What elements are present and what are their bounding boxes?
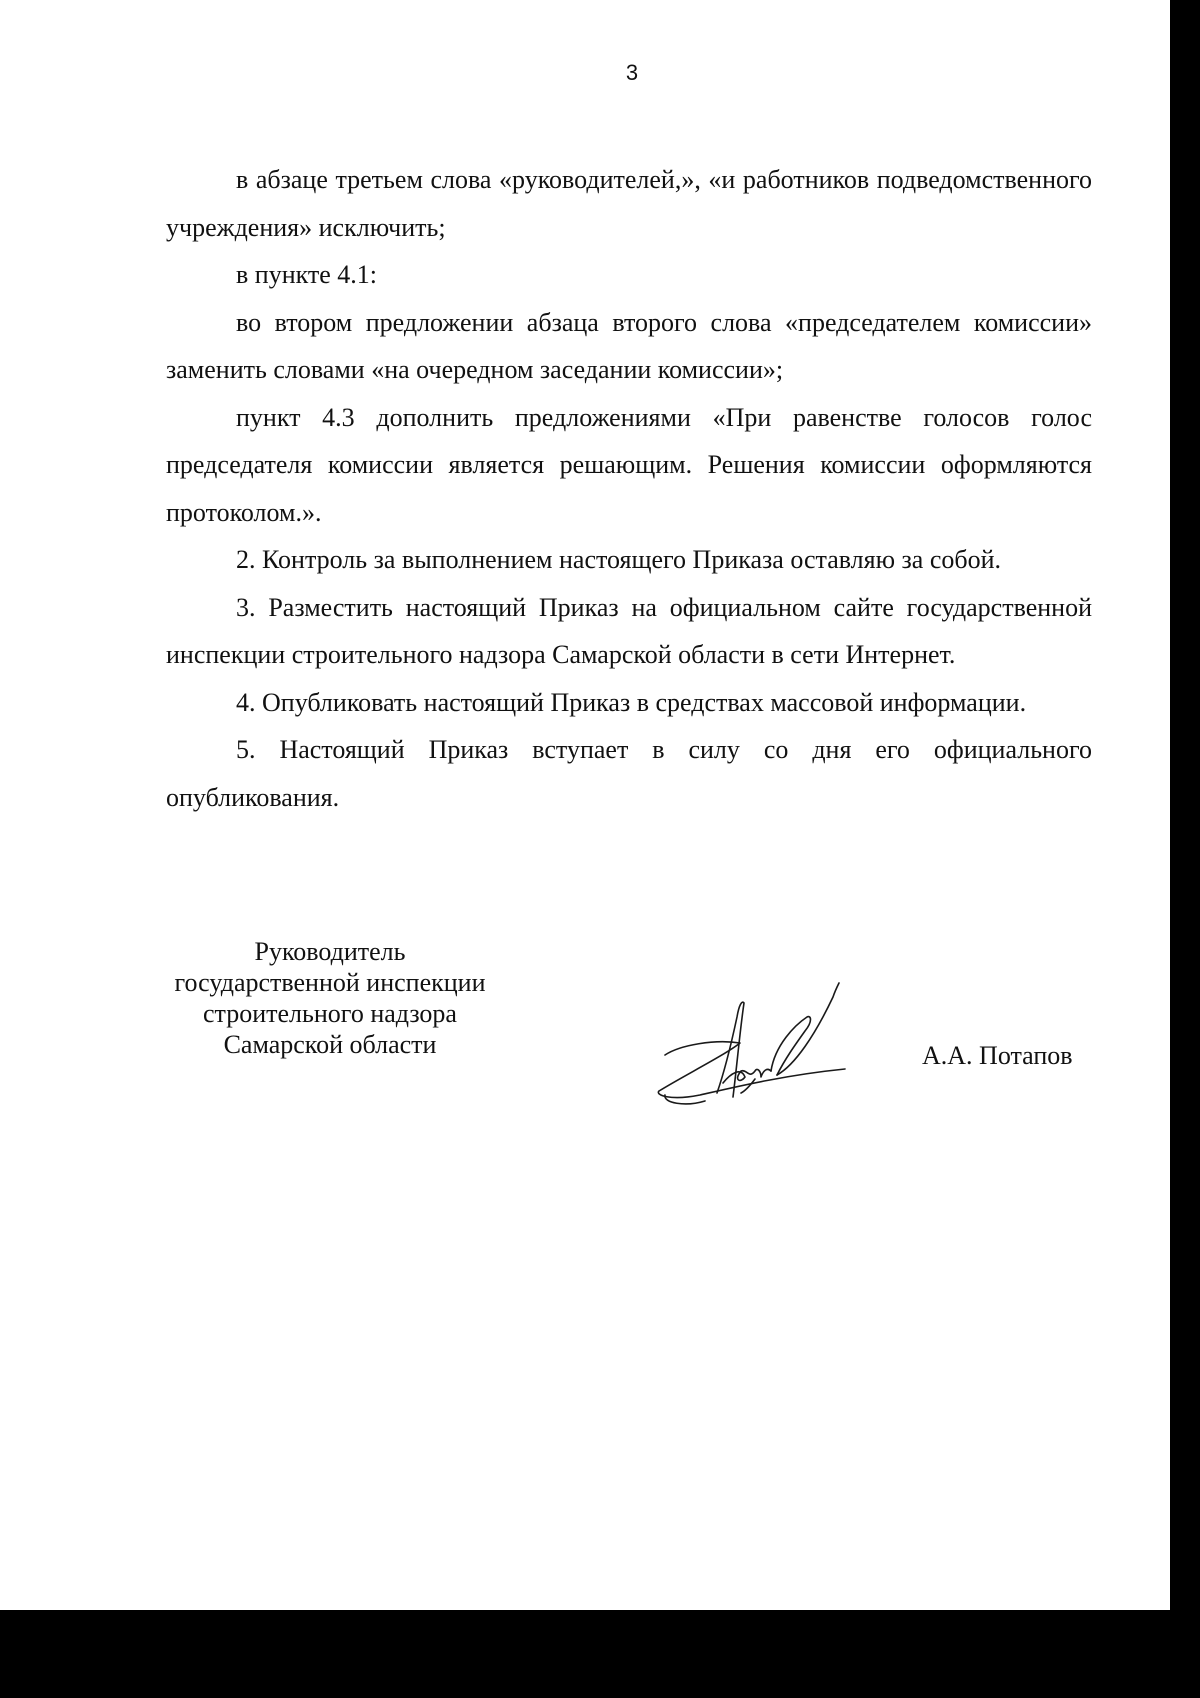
paragraph-vtoroe-predlozhenie: во втором предложении абзаца второго слова «председателем комиссии» заменить словами «на очередном заседании комиссии»; (166, 307, 1092, 384)
signer-name: А.А. Потапов (922, 1041, 1073, 1070)
paragraph-punkt-4-1: в пункте 4.1: (236, 260, 378, 289)
signatory-position-line: Самарской области (223, 1030, 437, 1059)
paragraph-item-4-publish-media: 4. Опубликовать настоящий Приказ в средствах массовой информации. (236, 687, 1027, 717)
document-body (166, 156, 1092, 821)
handwritten-signature (645, 975, 855, 1115)
signatory-position-line: государственной инспекции (174, 968, 486, 997)
paragraph-abzac-tretiy: в абзаце третьем слова «руководителей,», «и работников подведомственного учреждения» исключить; (166, 165, 1092, 242)
paragraph-item-3-publish-site: 3. Разместить настоящий Приказ на официальном сайте государственной инспекции строительного надзора Самарской области в сети Интернет. (166, 592, 1092, 669)
paragraph-punkt-4-3: пункт 4.3 дополнить предложениями «При равенстве голосов голос председателя комиссии является решающим. Решения комиссии оформляются протоколом.». (166, 402, 1092, 527)
signatory-position-line: строительного надзора (203, 999, 457, 1028)
signatory-position-line: Руководитель (254, 937, 406, 966)
paragraph-item-2-control: 2. Контроль за выполнением настоящего Приказа оставляю за собой. (236, 545, 1002, 574)
page-number: 3 (625, 60, 639, 85)
signatory-position (150, 936, 510, 1060)
paragraph-item-5-effective: 5. Настоящий Приказ вступает в силу со дня его официального опубликования. (166, 735, 1092, 812)
scan-border-bottom (0, 1610, 1200, 1698)
scan-border-right (1170, 0, 1200, 1698)
